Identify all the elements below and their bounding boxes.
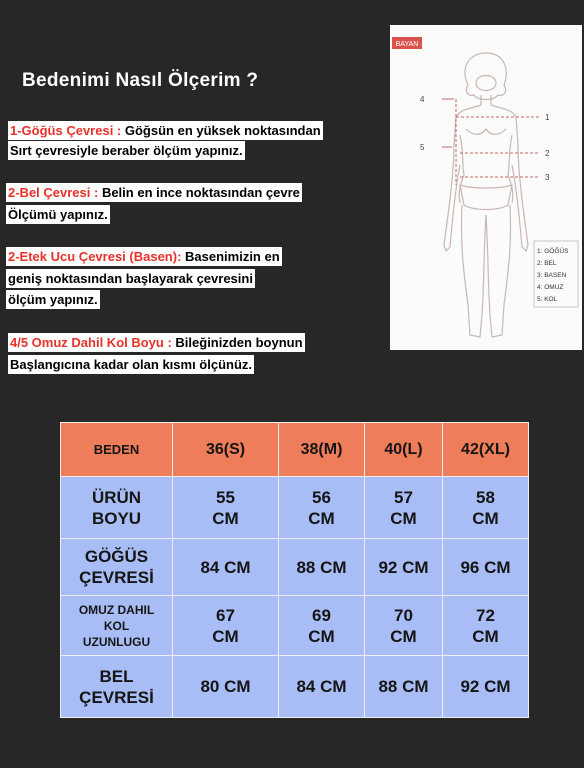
marker-5: 5 (420, 143, 425, 152)
table-cell: 92 CM (365, 539, 443, 596)
header-size-36: 36(S) (173, 423, 279, 477)
row-label: ÜRÜN BOYU (61, 477, 173, 539)
size-chart-table (60, 422, 529, 718)
instruction-hip-line-3: ölçüm yapınız. (8, 292, 98, 307)
header-size-42: 42(XL) (443, 423, 529, 477)
body-silhouette (444, 53, 528, 337)
instruction-chest-label: 1-Göğüs Çevresi : (10, 123, 122, 138)
header-size-40: 40(L) (365, 423, 443, 477)
table-cell: 55 CM (173, 477, 279, 539)
table-cell: 57 CM (365, 477, 443, 539)
legend-shoulder: 4: OMUZ (537, 284, 564, 291)
table-cell: 70 CM (365, 596, 443, 656)
marker-1: 1 (545, 113, 550, 122)
table-cell: 84 CM (279, 656, 365, 718)
size-table-header (61, 423, 529, 477)
instruction-waist-line-1 (6, 183, 302, 202)
table-row-sleeve-length (61, 596, 529, 656)
table-cell: 96 CM (443, 539, 529, 596)
marker-3: 3 (545, 173, 550, 182)
table-row-product-length (61, 477, 529, 539)
page-title: Bedenimi Nasıl Ölçerim ? (22, 70, 259, 91)
instruction-waist-label: 2-Bel Çevresi : (8, 185, 99, 200)
table-cell: 88 CM (365, 656, 443, 718)
instruction-chest-line-2: Sırt çevresiyle beraber ölçüm yapınız. (10, 143, 243, 158)
table-cell: 58 CM (443, 477, 529, 539)
instruction-hip-line-1 (6, 247, 282, 266)
row-label: OMUZ DAHIL KOL UZUNLUGU (61, 596, 173, 656)
body-outline-illustration (390, 25, 582, 350)
table-cell: 80 CM (173, 656, 279, 718)
instruction-waist-text: Belin en ince noktasından çevre (98, 185, 300, 200)
legend-hip: 3: BASEN (537, 272, 567, 279)
header-size-38: 38(M) (279, 423, 365, 477)
instruction-chest-line-1 (8, 121, 323, 140)
figure-legend (534, 241, 578, 307)
header-size-label: BEDEN (61, 423, 173, 477)
table-row-chest (61, 539, 529, 596)
instruction-hip-label: 2-Etek Ucu Çevresi (Basen): (8, 249, 182, 264)
table-cell: 84 CM (173, 539, 279, 596)
instruction-chest-text: Göğsün en yüksek noktasından (121, 123, 321, 138)
figure-tag-text: BAYAN (395, 41, 419, 48)
row-label: GÖĞÜS ÇEVRESİ (61, 539, 173, 596)
table-cell: 88 CM (279, 539, 365, 596)
instruction-sleeve-label: 4/5 Omuz Dahil Kol Boyu : (10, 335, 172, 350)
table-cell: 72 CM (443, 596, 529, 656)
marker-4: 4 (420, 95, 425, 104)
table-cell: 67 CM (173, 596, 279, 656)
table-cell: 92 CM (443, 656, 529, 718)
row-label: BEL ÇEVRESİ (61, 656, 173, 718)
table-cell: 69 CM (279, 596, 365, 656)
table-row-waist (61, 656, 529, 718)
instruction-hip-text: Basenimizin en (181, 249, 280, 264)
instruction-sleeve-line-1 (8, 333, 305, 352)
instruction-sleeve-text: Bileğinizden boynun (171, 335, 303, 350)
instruction-hip-line-2: geniş noktasından başlayarak çevresini (8, 271, 253, 286)
measurement-markers (420, 95, 550, 182)
table-cell: 56 CM (279, 477, 365, 539)
body-measurement-figure (390, 25, 582, 350)
instruction-waist-line-2: Ölçümü yapınız. (8, 207, 108, 222)
instruction-sleeve-line-2: Başlangıcına kadar olan kısmı ölçünüz. (10, 357, 253, 372)
legend-chest: 1: GÖĞÜS (537, 248, 569, 255)
legend-sleeve: 5: KOL (537, 296, 558, 303)
measurement-lines (442, 99, 540, 185)
legend-waist: 2: BEL (537, 260, 557, 267)
marker-2: 2 (545, 149, 550, 158)
